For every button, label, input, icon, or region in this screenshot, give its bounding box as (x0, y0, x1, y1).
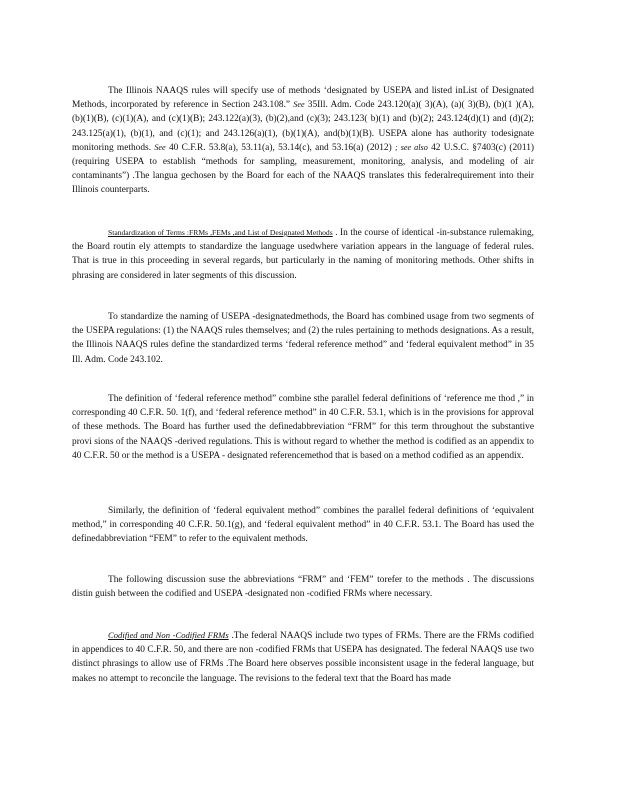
paragraph-7 (72, 628, 534, 686)
paragraph-5 (72, 504, 534, 547)
paragraph-3 (72, 310, 534, 367)
p1-text-c: 40 C.F.R. 53.8(a), 53.11(a), 53.14(c), and 53.16(a) (2012) (165, 142, 396, 153)
p6-body: The following discussion suse the abbreviations “FRM” and ‘FEM” torefer to the methods . The discussions distin guish between the codified and USEPA -designated non -codified FRMs where necessary. (72, 575, 534, 600)
p3-body: To standardize the naming of USEPA -designatedmethods, the Board has combined usage from two segments of the USEPA regulations: (1) the NAAQS rules themselves; and (2) the rules pertaining to methods designations. As a result, the Illinois NAAQS rules define the standardized terms ‘federal reference method” and ‘federal equivalent method” in 35 Ill. Adm. Code 243.102. (72, 312, 534, 365)
p1-text-a: The Illinois NAAQS rules will specify use of methods ‘designated by USEPA and listed inList of Designated Methods, incorporated by reference in Section 243.108.” (72, 86, 534, 111)
p1-citation-see-also: ; see also (395, 142, 428, 152)
p1-citation-see-2: See (154, 142, 166, 152)
p1-text-d: 42 U.S.C. §7403(c) (2011) (requiring USEPA to establish “methods for sampling, measurement, monitoring, analysis, and modeling of air contaminants”) .The langua gechosen by the Board for each of the NAAQS translates this federalrequirement into their Illinois counterparts. (72, 142, 534, 196)
paragraph-1 (72, 84, 534, 198)
paragraph-2 (72, 226, 534, 283)
p7-body: .The federal NAAQS include two types of FRMs. There are the FRMs codified in appendices to 40 C.F.R. 50, and there are non -codified FRMs that USEPA has designated. The federal NAAQS use two distinct phrasings to allow use of FRMs .The Board here observes possible inconsistent usage in the federal language, but makes no attempt to reconcile the language. The revisions to the federal text that the Board has made (72, 631, 534, 684)
p2-body: . In the course of identical -in-substance rulemaking, the Board routin ely attempts to standardize the language usedwhere variation appears in the language of federal rules. That is true in this proceeding in several regards, but particularly in the naming of monitoring methods. Other shifts in phrasing are considered in later segments of this discussion. (72, 228, 534, 281)
paragraph-4 (72, 392, 534, 463)
section-heading-codified-frms: Codified and Non -Codified FRMs (108, 630, 229, 640)
p4-body: The definition of ‘federal reference method” combine sthe parallel federal definitions of ‘reference me thod ,” in corresponding 40 C.F.R. 50. 1(f), and ‘federal reference method” in 40 C.F.R. 53.1, which is in the provisions for approval of these methods. The Board has further used the definedabbreviation “FRM” for this term throughout the substantive provi sions of the NAAQS -derived regulations. This is without regard to whether the method is codified as an appendix to 40 C.F.R. 50 or the method is a USEPA - designated referencemethod that is based on a method codified as an appendix. (72, 394, 534, 461)
paragraph-6 (72, 573, 534, 601)
p1-text-b: 35Ill. Adm. Code 243.120(a)( 3)(A), (a)( 3)(B), (b)(1 )(A), (b)(1)(B), (c)(1)(A), and (c)(1)(B); 243.122(a)(3), (b)(2),and (c)(3); 243.123( b)(1) and (b)(2); 243.124(d)(1) and (d)(2); 243.125(a)(1), (b)(1), and (c)(1); and 243.126(a)(1), (b)(1)(A), and(b)(1)(B). USEPA alone has authority todesignate monitoring methods. (72, 100, 534, 153)
p1-citation-see: See (293, 100, 305, 110)
section-heading-standardization: Standardization of Terms :FRMs ,FEMs ,and List of Designated Methods (108, 228, 333, 237)
p5-body: Similarly, the definition of ‘federal equivalent method” combines the parallel federal definitions of ‘equivalent method,” in corresponding 40 C.F.R. 50.1(g), and ‘federal equivalent method” in 40 C.F.R. 53.1. The Board has used the definedabbreviation “FEM” to refer to the equivalent methods. (72, 506, 534, 545)
